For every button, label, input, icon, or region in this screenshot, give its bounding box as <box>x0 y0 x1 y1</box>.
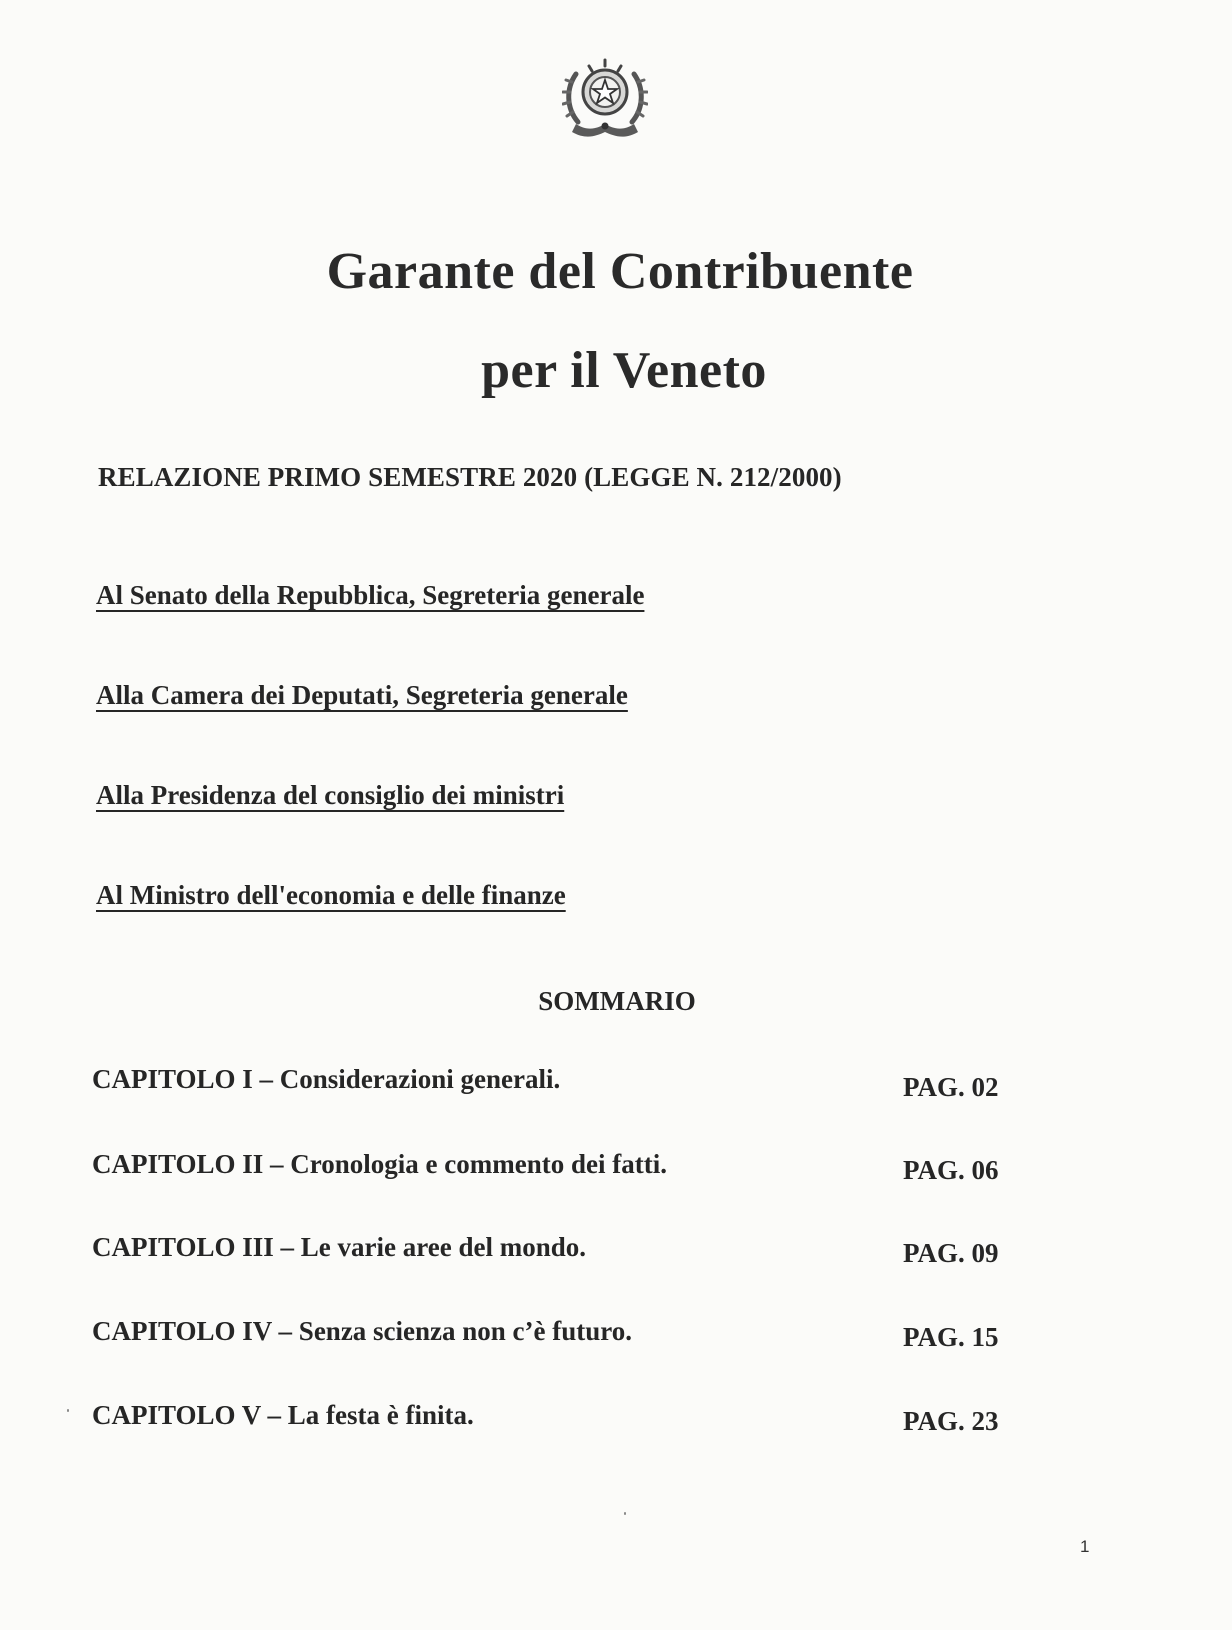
toc-entry-page: PAG. 23 <box>903 1406 999 1436</box>
toc-entry-label: CAPITOLO II – Cronologia e commento dei fatti. <box>92 1149 667 1179</box>
document-title-line-2: per il Veneto <box>481 342 767 399</box>
recipient-presidenza: Alla Presidenza del consiglio dei ministri <box>96 780 565 810</box>
toc-entry-label: CAPITOLO IV – Senza scienza non c’è futuro. <box>92 1316 633 1346</box>
recipient-ministro: Al Ministro dell'economia e delle finanze <box>96 880 566 910</box>
toc-entry-page: PAG. 09 <box>903 1238 999 1268</box>
document-title-line-1: Garante del Contribuente <box>326 243 914 300</box>
page-number: 1 <box>1080 1537 1090 1556</box>
scan-speck <box>67 1409 69 1412</box>
toc-entry-label: CAPITOLO III – Le varie aree del mondo. <box>92 1232 587 1262</box>
scan-speck <box>624 1512 626 1515</box>
recipient-camera: Alla Camera dei Deputati, Segreteria generale <box>96 680 628 710</box>
toc-entry-label: CAPITOLO V – La festa è finita. <box>92 1400 474 1430</box>
recipient-senato: Al Senato della Repubblica, Segreteria generale <box>96 580 645 610</box>
toc-entry-page: PAG. 06 <box>903 1155 999 1185</box>
report-subtitle: RELAZIONE PRIMO SEMESTRE 2020 (LEGGE N. 212/2000) <box>98 462 842 492</box>
toc-entry-page: PAG. 15 <box>903 1322 999 1352</box>
summary-heading: SOMMARIO <box>538 986 696 1016</box>
toc-entry-label: CAPITOLO I – Considerazioni generali. <box>92 1064 561 1094</box>
toc-entry-page: PAG. 02 <box>903 1072 999 1102</box>
italian-republic-emblem-icon <box>562 52 648 142</box>
